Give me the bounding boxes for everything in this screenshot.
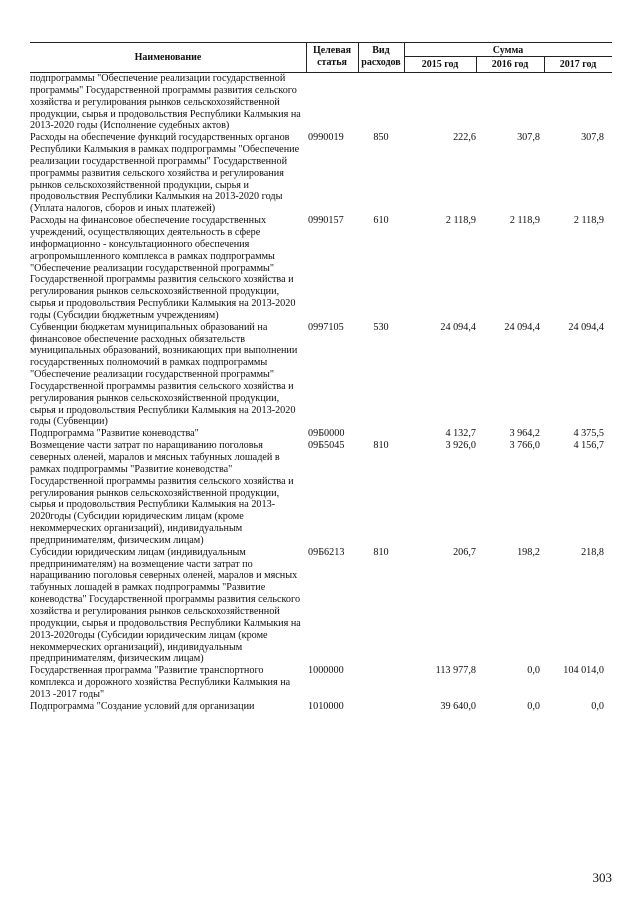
row-sum-2017: 0,0: [591, 700, 604, 712]
row-name: Субсидии юридическим лицам (индивидуальным предпринимателям) на возмещение части затрат по наращиванию поголовья северных оленей, маралов и мясных табунных лошадей в рамках подпрограммы "Развитие коневодства" Государственной программы развития сельского хозяйства и регулирования рынков сельскохозяйственной продукции, сырья и продовольствия Республики Калмыкия на 2013-2020годы (Субсидии юридическим лицам (кроме некоммерческих организаций), индивидуальным предпринимателям, физическим лицам): [30, 546, 301, 665]
row-sum-2015: 113 977,8: [435, 665, 476, 677]
row-sum-2015: 3 926,0: [445, 440, 476, 452]
row-expense-type: 530: [373, 321, 389, 333]
row-sum-2017: 4 375,5: [573, 428, 604, 440]
row-name: Подпрограмма "Создание условий для организации: [30, 700, 255, 712]
table-row: [30, 428, 612, 440]
row-sum-2017: 4 156,7: [573, 440, 604, 452]
row-sum-2017: 24 094,4: [568, 321, 604, 333]
header-divider: [306, 43, 307, 72]
row-sum-2016: 0,0: [527, 665, 540, 677]
row-name: Расходы на финансовое обеспечение государственных учреждений, осуществляющих деятельность в сфере информационно - консультационного обеспечения агропромышленного комплекса в рамках подпрограммы "Обеспечение реализации государственной программы" Государственной программы развития сельского хозяйства и регулирования рынков сельскохозяйственной продукции, сырья и продовольствия Республики Калмыкия на 2013-2020 годы (Субсидии бюджетным учреждениям): [30, 215, 296, 321]
row-name: Возмещение части затрат по наращиванию поголовья северных оленей, маралов и мясных табунных лошадей в рамках подпрограммы "Развитие коневодства" Государственной программы развития сельского хозяйства и регулирования рынков сельскохозяйственной продукции, сырья и продовольствия Республики Калмыкия на 2013-2020годы (Субсидии юридическим лицам (кроме некоммерческих организаций), индивидуальным предпринимателям, физическим лицам): [30, 440, 294, 546]
header-name: Наименование: [134, 52, 202, 63]
header-sum: Сумма: [492, 45, 524, 56]
table-row: [30, 547, 612, 665]
row-sum-2016: 24 094,4: [504, 321, 540, 333]
header-divider: [544, 57, 545, 72]
row-expense-type: [358, 428, 404, 440]
table-row: [30, 73, 612, 132]
row-target-article: 1010000: [308, 700, 344, 712]
table-header: [30, 42, 612, 73]
header-2017: 2017 год: [559, 59, 597, 70]
table-body: [30, 73, 612, 713]
row-sum-2016: 3 766,0: [509, 440, 540, 452]
row-sum-2015: 39 640,0: [440, 700, 476, 712]
row-sum-2016: 307,8: [517, 132, 540, 144]
row-sum-2015: [404, 73, 476, 132]
row-sum-2015: 206,7: [453, 546, 476, 558]
row-sum-2017: 307,8: [581, 132, 604, 144]
row-expense-type: [358, 665, 404, 701]
row-target-article: 1000000: [308, 665, 344, 677]
table-row: [30, 132, 612, 215]
header-divider: [404, 43, 405, 72]
row-name: Субвенции бюджетам муниципальных образований на финансовое обеспечение расходных обязательств муниципальных образований, возникающих при выполнении государственных полномочий в рамках подпрограммы "Обеспечение реализации государственной программы" Государственной программы развития сельского хозяйства и регулирования рынков сельскохозяйственной продукции, сырья и продовольствия Республики Калмыкия на 2013-2020 годы (Субвенции): [30, 321, 298, 428]
row-expense-type: 610: [373, 215, 389, 227]
row-sum-2015: 222,6: [453, 132, 476, 144]
row-expense-type: 850: [373, 132, 389, 144]
row-sum-2017: 218,8: [581, 546, 604, 558]
row-expense-type: [358, 701, 404, 713]
row-name: Подпрограмма "Развитие коневодства": [30, 428, 199, 440]
row-sum-2016: 3 964,2: [509, 428, 540, 440]
header-2015: 2015 год: [421, 59, 459, 70]
row-sum-2016: 198,2: [517, 546, 540, 558]
row-sum-2015: 4 132,7: [445, 428, 476, 440]
row-expense-type: 810: [373, 546, 389, 558]
row-target-article: 09Б5045: [308, 440, 345, 452]
page-number: 303: [592, 870, 612, 885]
row-sum-2017: 2 118,9: [573, 215, 604, 227]
header-target-article: Целевая статья: [312, 45, 352, 68]
row-target-article: 09Б6213: [308, 546, 345, 558]
table-row: [30, 701, 612, 713]
row-sum-2016: [476, 73, 540, 132]
row-target-article: 0990157: [308, 215, 344, 227]
table-row: [30, 440, 612, 547]
row-name: Расходы на обеспечение функций государственных органов Республики Калмыкия в рамках подпрограммы "Обеспечение реализации государственной программы" Государственной программы развития сельского хозяйства и регулирования рынков сельскохозяйственной продукции, сырья и продовольствия Республики Калмыкия на 2013-2020 годы (Уплата налогов, сборов и иных платежей): [30, 132, 300, 215]
row-sum-2016: 2 118,9: [509, 215, 540, 227]
table-row: [30, 215, 612, 322]
header-2016: 2016 год: [491, 59, 529, 70]
row-sum-2016: 0,0: [527, 700, 540, 712]
row-expense-type: 810: [373, 440, 389, 452]
row-sum-2015: 2 118,9: [445, 215, 476, 227]
row-name: подпрограммы "Обеспечение реализации государственной программы" Государственной программы развития сельского хозяйства и регулирования рынков сельскохозяйственной продукции, сырья и продовольствия Республики Калмыкия на 2013-2020 годы (Исполнение судебных актов): [30, 73, 301, 132]
table-row: [30, 322, 612, 429]
row-sum-2015: 24 094,4: [440, 321, 476, 333]
row-expense-type: [358, 73, 404, 132]
row-target-article: 09Б0000: [308, 428, 345, 440]
budget-table: [30, 42, 612, 713]
row-target-article: 0997105: [308, 321, 344, 333]
row-target-article: 0990019: [308, 132, 344, 144]
row-sum-2017: [540, 73, 604, 132]
table-row: [30, 665, 612, 701]
header-expense-type: Вид расходов: [361, 45, 401, 68]
header-divider: [358, 43, 359, 72]
row-target-article: [306, 73, 358, 132]
header-divider: [404, 56, 612, 57]
header-divider: [476, 57, 477, 72]
row-sum-2017: 104 014,0: [563, 665, 604, 677]
row-name: Государственная программа "Развитие транспортного комплекса и дорожного хозяйства Республики Калмыкия на 2013 -2017 годы": [30, 665, 291, 700]
